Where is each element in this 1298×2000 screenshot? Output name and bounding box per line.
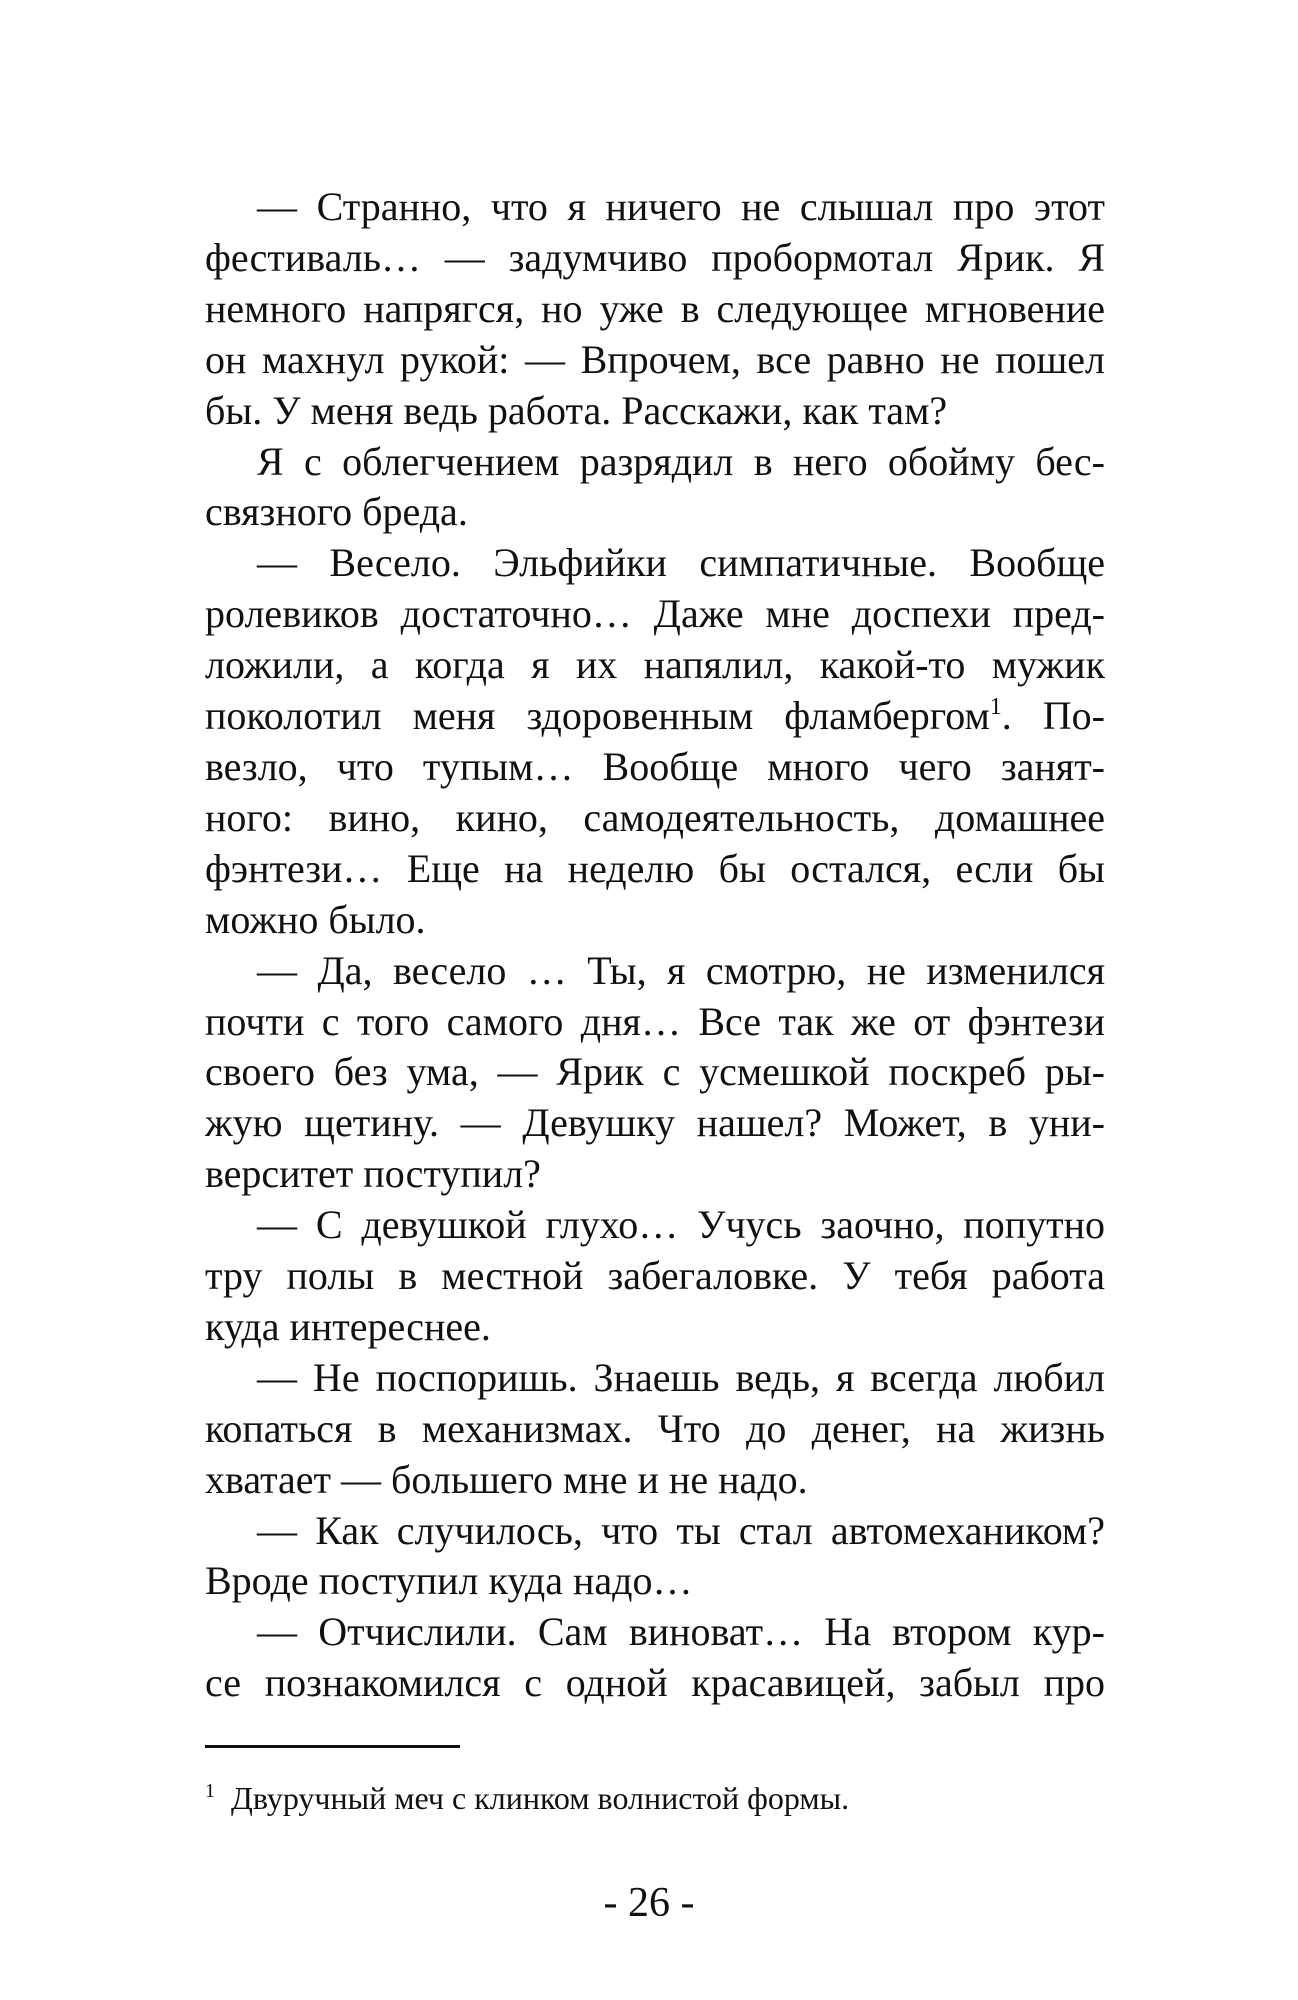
footnote-marker: 1 — [989, 694, 1002, 721]
paragraph — [205, 437, 1105, 539]
footnote-number: 1 — [205, 1780, 215, 1802]
text-line: ролевиков достаточно… Даже мне доспехи пред- — [205, 591, 1105, 637]
footnote-text: Двуручный меч с клинком волнистой формы. — [231, 1780, 850, 1816]
text-line: тру полы в местной забегаловке. У тебя работа — [205, 1253, 1105, 1299]
footnote-divider — [205, 1745, 460, 1748]
text-line: своего без ума, — Ярик с усмешкой поскреб ры- — [205, 1049, 1105, 1095]
text-line: се познакомился с одной красавицей, забыл про — [205, 1660, 1105, 1706]
text-line: связного бреда. — [205, 489, 468, 535]
text-line: жую щетину. — Девушку нашел? Может, в уни- — [205, 1100, 1105, 1146]
text-line: можно было. — [205, 896, 426, 942]
paragraph — [205, 946, 1105, 1201]
line-text: поколотил меня здоровенным фламбергом — [205, 693, 990, 739]
text-line: немного напрягся, но уже в следующее мгновение — [205, 285, 1105, 331]
text-line: — Весело. Эльфийки симпатичные. Вообще — [257, 540, 1105, 586]
text-line: Вроде поступил куда надо… — [205, 1558, 693, 1604]
text-line: ного: вино, кино, самодеятельность, домашнее — [205, 794, 1105, 840]
page-number: - 26 - — [603, 1880, 695, 1926]
text-line: — Не поспоришь. Знаешь ведь, я всегда любил — [257, 1354, 1105, 1400]
text-line: Я с облегчением разрядил в него обойму бес- — [257, 438, 1105, 484]
paragraph — [205, 1353, 1105, 1506]
text-line: фестиваль… — задумчиво пробормотал Ярик. Я — [205, 234, 1105, 280]
text-line: — Отчислили. Сам виноват… На втором кур- — [257, 1609, 1105, 1655]
paragraph — [205, 1607, 1105, 1709]
paragraph — [205, 1200, 1105, 1353]
text-line: ложили, а когда я их напялил, какой-то мужик — [205, 642, 1105, 688]
line-text-continued: . По- — [1001, 693, 1105, 739]
text-line: — Странно, что я ничего не слышал про этот — [257, 184, 1105, 229]
text-line: хватает — большего мне и не надо. — [205, 1456, 808, 1502]
paragraph — [205, 182, 1105, 437]
text-line: — Как случилось, что ты стал автомехаником? — [257, 1507, 1105, 1553]
text-line: он махнул рукой: — Впрочем, все равно не пошел — [205, 336, 1105, 382]
footnote — [205, 1778, 1105, 1818]
body-text — [205, 182, 1105, 1709]
text-line: почти с того самого дня… Все так же от фэнтези — [205, 998, 1105, 1044]
text-line: куда интереснее. — [205, 1303, 491, 1349]
text-line-with-footnote — [205, 691, 1105, 742]
text-line: фэнтези… Еще на неделю бы остался, если бы — [205, 845, 1105, 891]
paragraph — [205, 1506, 1105, 1608]
paragraph — [205, 538, 1105, 945]
text-line: везло, что тупым… Вообще много чего занят- — [205, 743, 1105, 789]
text-line: бы. У меня ведь работа. Расскажи, как там? — [205, 387, 948, 433]
text-line: — Да, весело … Ты, я смотрю, не изменился — [257, 947, 1105, 993]
text-line: верситет поступил? — [205, 1151, 541, 1197]
text-line: — С девушкой глухо… Учусь заочно, попутно — [257, 1202, 1105, 1248]
text-line: копаться в механизмах. Что до денег, на жизнь — [205, 1405, 1105, 1451]
